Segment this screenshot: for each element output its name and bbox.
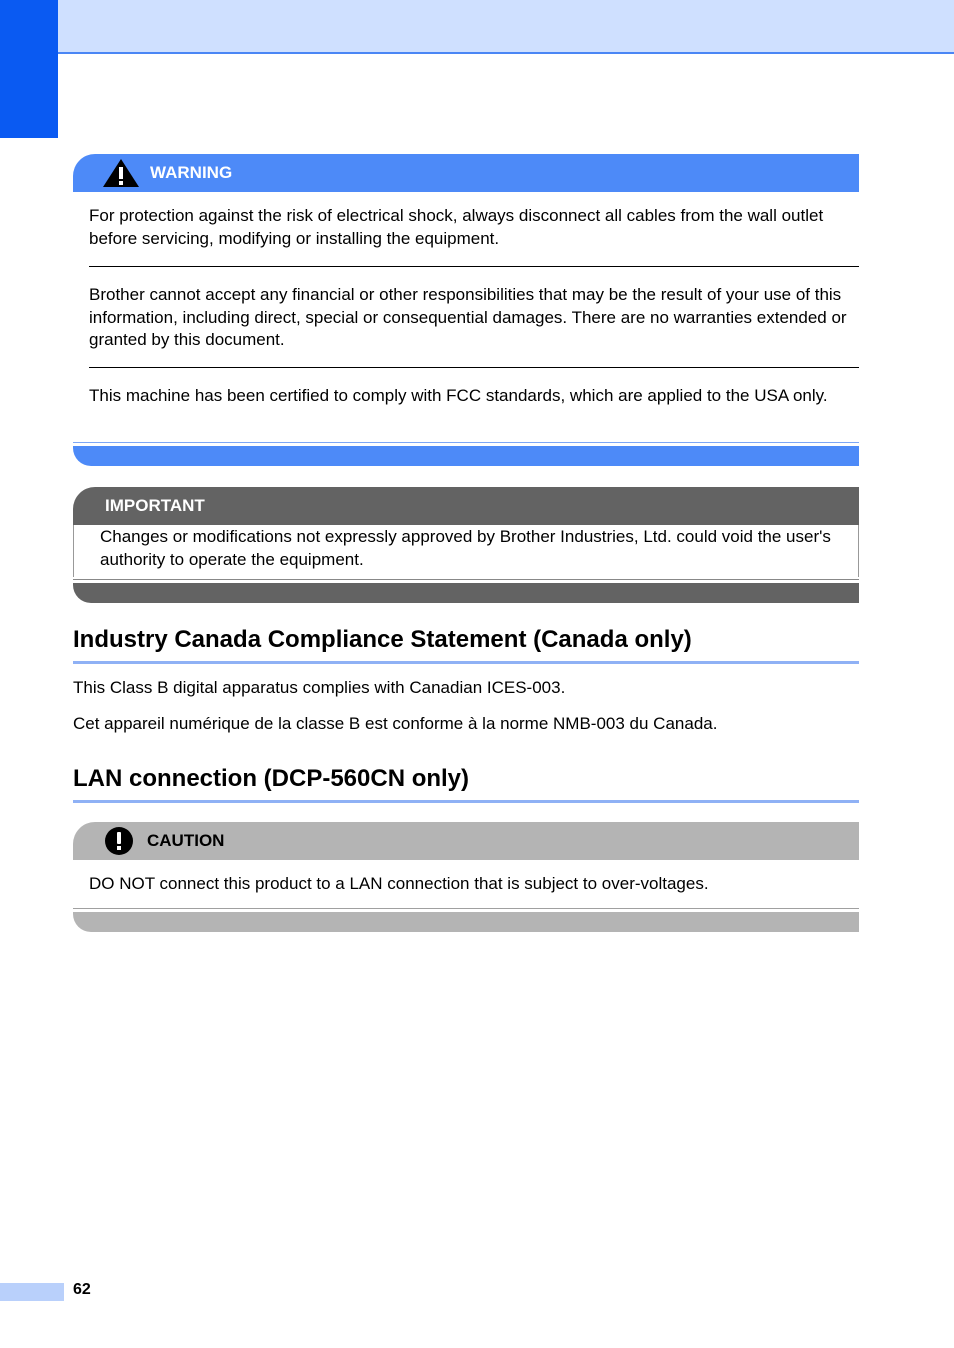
warning-footer [73, 446, 859, 466]
warning-title: WARNING [150, 163, 233, 182]
page-number-tab [0, 1283, 64, 1301]
body-paragraph: This Class B digital apparatus complies with Canadian ICES-003. [73, 678, 566, 697]
warning-header [73, 154, 859, 192]
section-title-lan: LAN connection (DCP-560CN only) [73, 764, 859, 803]
warning-paragraph: For protection against the risk of electrical shock, always disconnect all cables from the wall outlet before servicing, modifying or installing the equipment. [89, 206, 824, 248]
important-box [73, 487, 859, 603]
caution-box [73, 822, 859, 932]
warning-paragraph: This machine has been certified to comply with FCC standards, which are applied to the USA only. [89, 386, 828, 405]
caution-header [73, 822, 859, 860]
warning-footer-line [73, 442, 859, 443]
divider [89, 266, 859, 267]
caution-footer-line [73, 908, 859, 909]
section-title-canada: Industry Canada Compliance Statement (Canada only) [73, 625, 859, 664]
caution-text: DO NOT connect this product to a LAN connection that is subject to over-voltages. [89, 874, 709, 893]
caution-footer [73, 912, 859, 932]
divider [89, 367, 859, 368]
warning-triangle-icon [102, 158, 140, 188]
important-header [73, 487, 859, 525]
chapter-tab [0, 0, 58, 138]
box-border-left [73, 525, 74, 577]
exclamation-circle-icon [104, 826, 134, 856]
header-band [0, 0, 954, 54]
page-number: 62 [73, 1281, 91, 1298]
warning-box [73, 154, 859, 466]
important-footer [73, 583, 859, 603]
important-footer-line [73, 579, 859, 580]
important-title: IMPORTANT [105, 496, 205, 515]
important-text: Changes or modifications not expressly approved by Brother Industries, Ltd. could void the user's authority to operate the equipment. [100, 527, 831, 569]
caution-title: CAUTION [147, 831, 225, 850]
warning-paragraph: Brother cannot accept any financial or other responsibilities that may be the result of your use of this information, including direct, special or consequential damages. There are no warranties extended or granted by this document. [89, 285, 847, 349]
box-border-right [858, 525, 859, 577]
body-paragraph: Cet appareil numérique de la classe B est conforme à la norme NMB-003 du Canada. [73, 714, 718, 733]
